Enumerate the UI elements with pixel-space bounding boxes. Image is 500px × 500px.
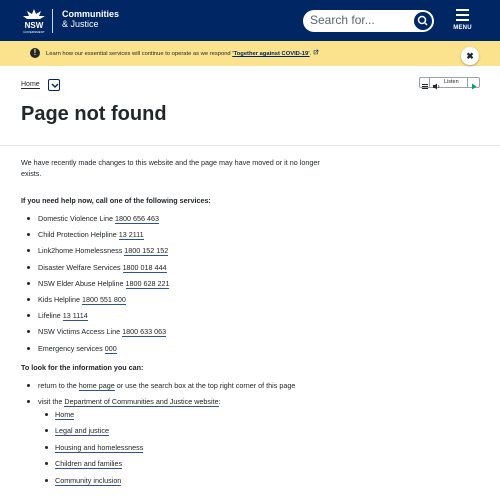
service-name: Disaster Welfare Services xyxy=(38,262,121,272)
service-item xyxy=(21,229,341,245)
sub-list-item xyxy=(38,442,341,459)
phone-link[interactable]: 1800 628 221 xyxy=(125,278,170,288)
phone-link[interactable]: 13 1114 xyxy=(62,311,88,321)
divider xyxy=(0,145,500,146)
home-page-link[interactable]: home page xyxy=(78,380,115,390)
service-item xyxy=(21,262,341,278)
breadcrumb xyxy=(21,81,40,88)
sub-link[interactable]: Home xyxy=(55,409,75,419)
page-title: Page not found xyxy=(21,103,167,125)
look-heading: To look for the information you can: xyxy=(21,362,144,372)
service-name: NSW Victims Access Line xyxy=(38,327,121,337)
phone-link[interactable]: 1800 633 063 xyxy=(122,327,167,337)
logo-subtext: GOVERNMENT xyxy=(23,30,45,34)
readspeaker-listen-widget xyxy=(419,77,480,88)
service-item xyxy=(21,294,341,310)
breadcrumb-home-link[interactable]: Home xyxy=(21,81,40,88)
nsw-government-logo[interactable] xyxy=(21,7,47,35)
service-name: NSW Elder Abuse Helpline xyxy=(38,278,124,288)
brand-line-2: & Justice xyxy=(62,19,99,29)
phone-link[interactable]: 1800 152 152 xyxy=(124,246,169,256)
close-alert-button[interactable] xyxy=(461,47,479,65)
listen-menu-button[interactable] xyxy=(420,78,430,87)
menu-button[interactable] xyxy=(448,4,477,37)
services-list xyxy=(21,213,341,359)
options-list xyxy=(21,380,341,492)
dcj-website-link[interactable]: Department of Communities and Justice website xyxy=(64,396,219,406)
close-icon: ✖ xyxy=(466,51,474,61)
service-name: Kids Helpline xyxy=(38,294,80,304)
list-item: return to the home page or use the search box at the top right corner of this page xyxy=(21,380,341,396)
alert-link[interactable]: 'Together against COVID-19' xyxy=(232,51,310,57)
search-input[interactable] xyxy=(303,10,434,32)
service-item xyxy=(21,310,341,326)
chevron-down-icon xyxy=(51,83,59,89)
main-content xyxy=(21,157,341,491)
intro-text: We have recently made changes to this website and the page may have moved or it no longer exists. xyxy=(21,158,320,178)
listen-label: Listen xyxy=(444,79,459,85)
service-item xyxy=(21,326,341,342)
phone-link[interactable]: 13 2111 xyxy=(118,230,144,240)
logo-text: NSW xyxy=(24,21,44,30)
phone-link[interactable]: 1800 656 463 xyxy=(114,214,159,223)
service-item xyxy=(21,213,341,229)
search-icon xyxy=(414,12,432,30)
sub-list-item xyxy=(38,475,341,492)
alert-icon: ! xyxy=(30,48,40,58)
help-heading: If you need help now, call one of the following services: xyxy=(21,196,211,205)
phone-link[interactable]: 1800 018 444 xyxy=(122,262,167,272)
service-item xyxy=(21,278,341,294)
service-name: Lifeline xyxy=(38,311,61,321)
phone-link[interactable]: 1800 551 800 xyxy=(81,294,126,304)
sub-link[interactable]: Legal and justice xyxy=(55,426,109,436)
service-name: Child Protection Helpline xyxy=(38,230,117,240)
external-link-icon xyxy=(313,49,319,55)
sub-list-item xyxy=(38,425,341,442)
menu-label: MENU xyxy=(453,25,472,31)
covid-alert-banner xyxy=(0,41,500,66)
sub-link[interactable]: Children and families xyxy=(55,459,123,469)
brand-line-1: Communities xyxy=(62,9,120,19)
sub-links-list xyxy=(38,409,341,492)
play-icon xyxy=(469,82,479,91)
sub-list-item xyxy=(38,458,341,475)
service-name: Emergency services xyxy=(38,343,103,353)
list-icon xyxy=(420,82,430,91)
sub-link[interactable]: Community inclusion xyxy=(55,475,122,485)
breadcrumb-toggle-button[interactable] xyxy=(48,79,60,91)
list-item: visit the Department of Communities and Justice website: Home Legal and justice Housing and homelessness Children and families Community inclusion xyxy=(21,396,341,492)
alert-text: Learn how our essential services will continue to operate as we respond 'Together against COVID-19'. xyxy=(46,49,319,57)
speaker-icon xyxy=(430,82,442,91)
sub-link[interactable]: Housing and homelessness xyxy=(55,442,144,452)
search-placeholder: Search for... xyxy=(310,13,375,27)
menu-icon xyxy=(456,9,469,11)
site-header xyxy=(0,0,500,41)
service-item xyxy=(21,343,341,359)
service-name: Link2home Homelessness xyxy=(38,246,123,256)
play-button[interactable] xyxy=(469,78,479,87)
phone-link[interactable]: 000 xyxy=(104,343,117,353)
sub-list-item xyxy=(38,409,341,426)
search-button[interactable] xyxy=(414,12,432,30)
service-name: Domestic Violence Line xyxy=(38,214,113,223)
service-item xyxy=(21,245,341,261)
brand-name[interactable] xyxy=(52,9,119,33)
